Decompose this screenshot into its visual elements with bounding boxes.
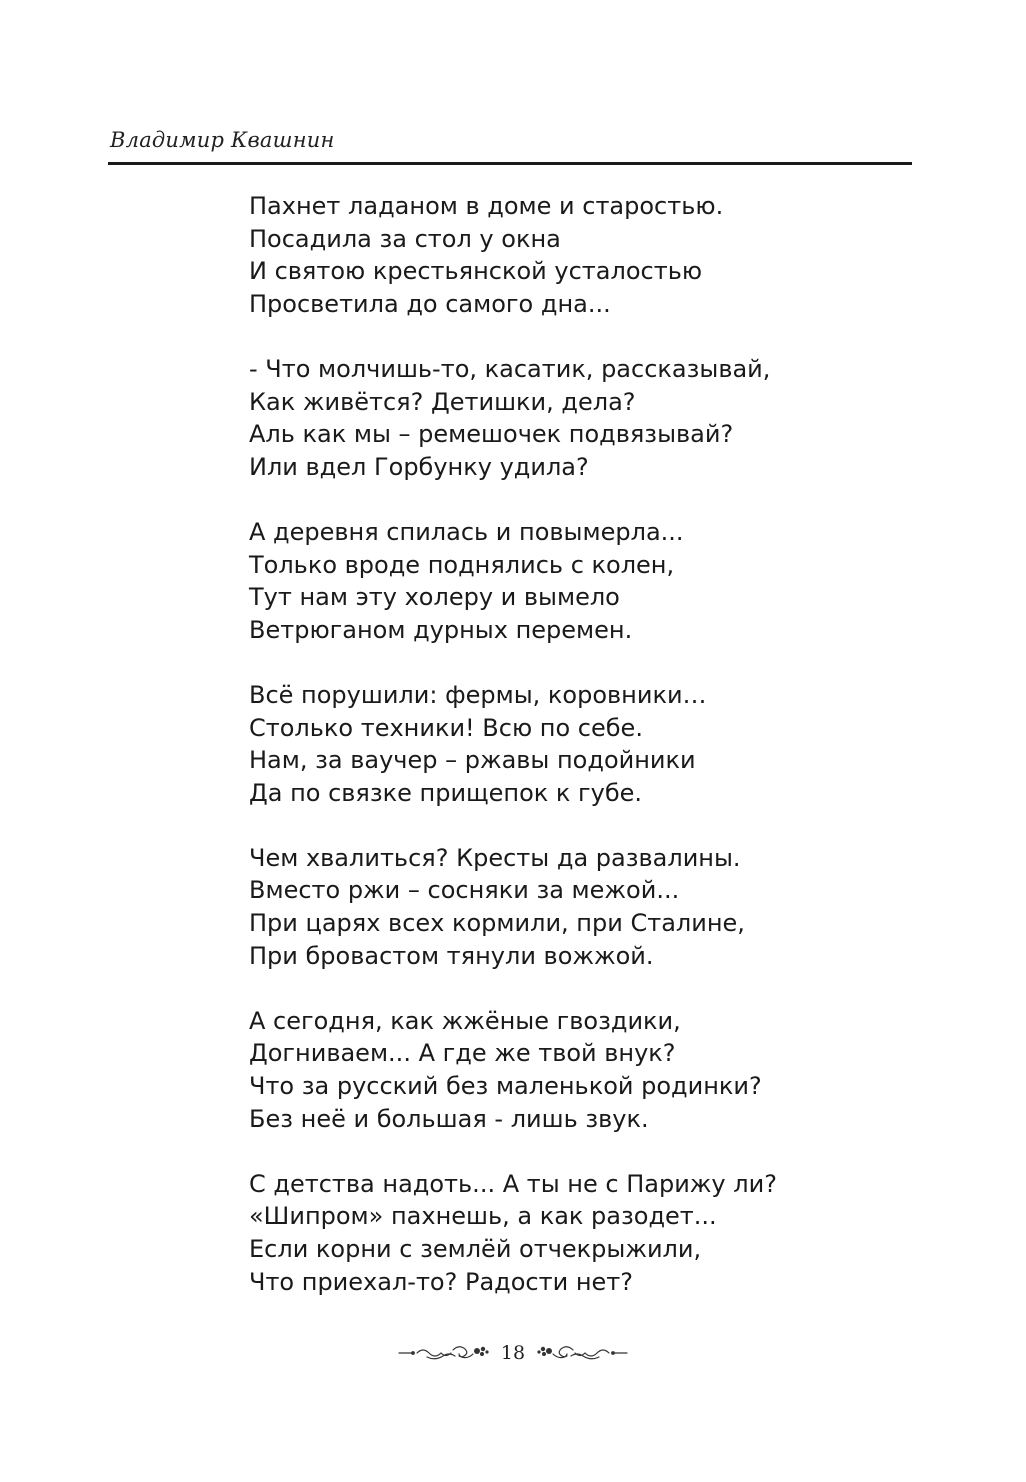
stanza [249,679,889,809]
poem-line: Чем хвалиться? Кресты да развалины. [249,843,741,872]
poem-line: «Шипром» пахнешь, а как разодет... [249,1202,717,1231]
poem-line: При царях всех кормили, при Сталине, [249,909,745,938]
poem-line: Пахнет ладаном в доме и старостью. [249,192,724,220]
poem-line: - Что молчишь-то, касатик, рассказывай, [249,354,771,383]
poem-line: Догниваем... А где же твой внук? [249,1039,676,1068]
flourish-ornament-icon [533,1342,629,1364]
poem-line: При бровастом тянули вожжой. [249,941,654,970]
page-footer [0,1338,1026,1368]
poem-line: И святою крестьянской усталостью [249,257,703,286]
running-header-author: Владимир Квашнин [110,128,335,152]
poem-line: Только вроде поднялись с колен, [249,550,675,579]
poem [249,190,889,1298]
stanza [249,516,889,646]
stanza [249,842,889,972]
poem-line: Если корни с землёй отчекрыжили, [249,1235,702,1263]
poem-line: Или вдел Горбунку удила? [249,452,589,481]
flourish-ornament-icon [397,1342,493,1364]
poem-line: Посадила за стол у окна [249,224,561,253]
poem-line: С детства надоть... А ты не с Парижу ли? [249,1169,777,1198]
poem-line: Всё порушили: фермы, коровники… [249,680,707,709]
poem-line: Аль как мы – ремешочек подвязывай? [249,420,734,449]
poem-line: Просветила до самого дна... [249,289,611,318]
poem-line: Что за русский без маленькой родинки? [249,1072,762,1101]
poem-line: Нам, за ваучер – ржавы подойники [249,746,696,775]
poem-line: А деревня спилась и повымерла... [249,517,684,546]
poem-line: Без неё и большая - лишь звук. [249,1104,649,1133]
poem-line: Столько техники! Всю по себе. [249,713,643,742]
poem-line: Ветрюганом дурных перемен. [249,615,633,644]
stanza [249,1005,889,1135]
stanza [249,1168,889,1298]
stanza [249,190,889,320]
header-rule [108,162,912,165]
stanza [249,353,889,483]
page-number: 18 [500,1342,526,1364]
poem-line: Как живётся? Детишки, дела? [249,387,636,416]
poem-line: А сегодня, как жжёные гвоздики, [249,1006,681,1035]
poem-line: Что приехал-то? Радости нет? [249,1267,634,1296]
poem-line: Тут нам эту холеру и вымело [249,583,620,612]
poem-line: Да по связке прищепок к губе. [249,778,643,807]
poem-line: Вместо ржи – сосняки за межой... [249,876,680,905]
